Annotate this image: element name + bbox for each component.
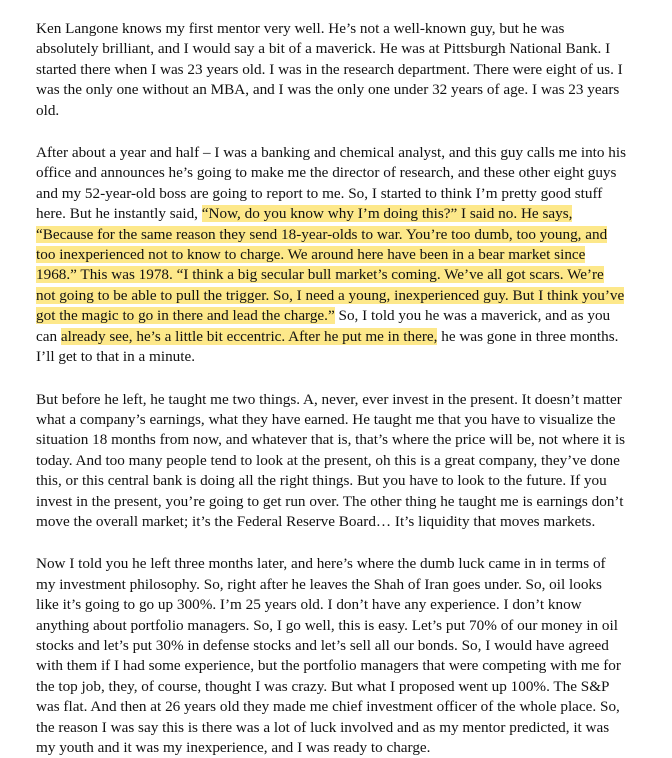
- paragraph-1: [36, 19, 652, 121]
- text-segment: After about a year and half – I was a banking and chemical analyst, and this guy calls me into his office and announces he’s going to make me the director of research, and these other eight guys and my 52-year-old boss are going to report to me. So, I started to think I’m pretty good stuff here. But he instantly said,: [36, 144, 627, 223]
- paragraph-4: [36, 554, 652, 758]
- text-segment: Ken Langone knows my first mentor very well. He’s not a well-known guy, but he was absolutely brilliant, and I would say a bit of a maverick. He was at Pittsburgh National Bank. I started there when I was 23 years old. I was in the research department. There were eight of us. I was the only one without an MBA, and I was the only one under 32 years of age. I was 23 years old.: [36, 20, 623, 119]
- paragraph-3: [36, 390, 652, 533]
- paragraph-2: [36, 143, 652, 367]
- highlighted-quote: “Now, do you know why I’m doing this?” I said no. He says, “Because for the same reason they send 18-year-olds to war. You’re too dumb, too young, and too inexperienced not to know to charge. We around here have been in a bear market since 1968.” This was 1978. “I think a big secular bull market’s coming. We’ve all got scars. We’re not going to be able to pull the trigger. So, I need a young, inexperienced guy. But I think you’ve got the magic to go in there and lead the charge.”: [36, 205, 625, 325]
- text-segment: he was gone in three months. I’ll get to that in a minute.: [36, 327, 619, 366]
- text-segment: Now I told you he left three months later, and here’s where the dumb luck came in in terms of my investment philosophy. So, right after he leaves the Shah of Iran goes under. So, oil looks like it’s going to go up 300%. I’m 25 years old. I don’t have any experience. I don’t know anything about portfolio managers. So, I go well, this is easy. Let’s put 70% of our money in oil stocks and let’s put 30% in defense stocks and let’s sell all our bonds. So, I would have agreed with them if I had some experience, but the portfolio managers that were competing with me for the top job, they, of course, thought I was crazy. But what I proposed went up 100%. The S&P was flat. And then at 26 years old they made me chief investment officer of the whole place. So, the reason I was say this is there was a lot of luck involved and as my mentor predicted, it was my youth and it was my inexperience, and I was ready to charge.: [36, 555, 621, 756]
- text-segment: But before he left, he taught me two things. A, never, ever invest in the present. It doesn’t matter what a company’s earnings, what they have earned. He taught me that you have to visualize the situation 18 months from now, and whatever that is, that’s where the price will be, not where it is today. And too many people tend to look at the present, oh this is a great company, they’ve done this, or this central bank is doing all the right things. But you have to look to the future. If you invest in the present, you’re going to get run over. The other thing he taught me is earnings don’t move the overall market; it’s the Federal Reserve Board… It’s liquidity that moves markets.: [36, 390, 626, 530]
- highlighted-text: already see, he’s a little bit eccentric. After he put me in there,: [60, 327, 438, 345]
- text-segment: So, I told you he was a maverick, and as you can: [36, 307, 611, 345]
